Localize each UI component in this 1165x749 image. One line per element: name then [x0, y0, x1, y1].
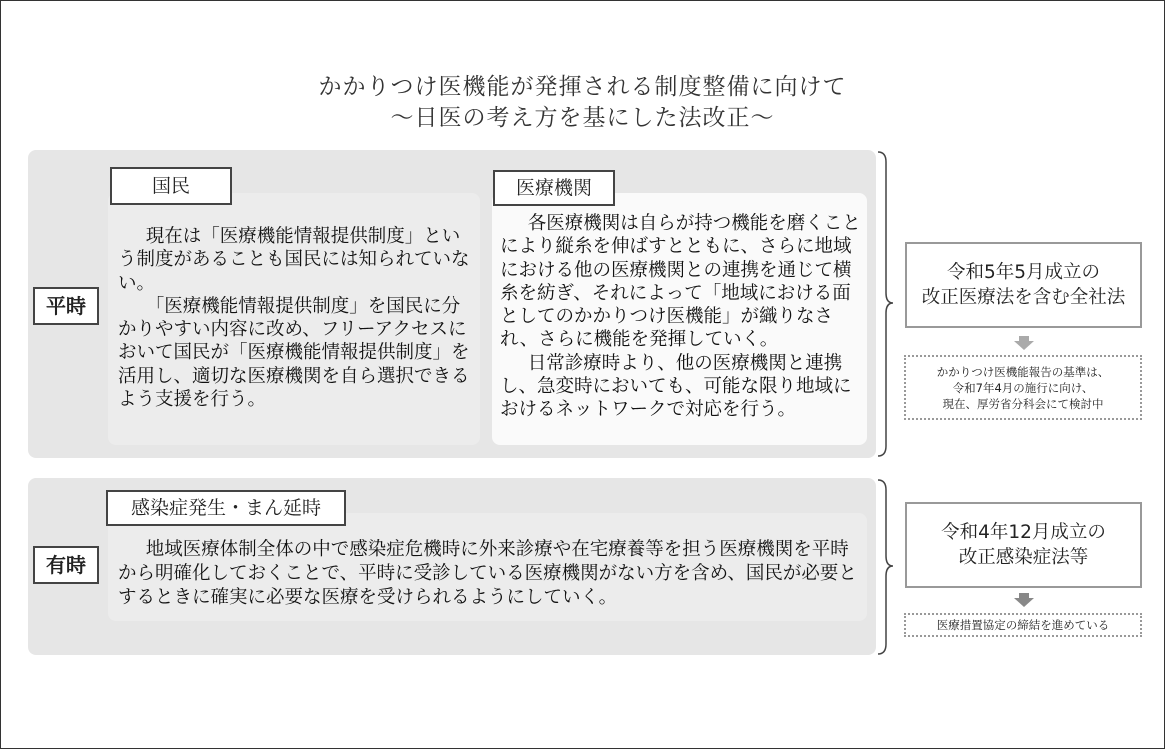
kokumin-paragraph-1: 現在は「医療機能情報提供制度」という制度があることも国民には知られていない。	[118, 226, 470, 294]
heiji-brace	[876, 150, 906, 460]
kokumin-tab: 国民	[110, 167, 232, 205]
yuji-tab: 感染症発生・まん延時	[106, 490, 346, 526]
kokumin-text	[118, 225, 470, 411]
yuji-brace	[876, 478, 906, 658]
yuji-down-arrow	[1014, 593, 1034, 607]
iryokikan-text	[500, 212, 862, 422]
heiji-label: 平時	[33, 287, 99, 325]
title-line2: ～日医の考え方を基にした法改正～	[390, 105, 775, 131]
heiji-result-box	[905, 242, 1142, 328]
yuji-label: 有時	[33, 546, 99, 584]
yuji-result-box	[905, 502, 1142, 588]
iryokikan-paragraph-2: 日常診療時より、他の医療機関と連携し、急変時においても、可能な限り地域におけるネットワークで対応を行う。	[500, 352, 852, 421]
kokumin-paragraph-2: 「医療機能情報提供制度」を国民に分かりやすい内容に改め、フリーアクセスにおいて国民が「医療機能情報提供制度」を活用し、適切な医療機関を自ら選択できるよう支援を行う。	[118, 295, 470, 411]
iryokikan-tab: 医療機関	[493, 170, 615, 206]
title-line1: かかりつけ医機能が発揮される制度整備に向けて	[318, 74, 847, 100]
yuji-result-line2: 改正感染症法等	[958, 547, 1089, 568]
heiji-result-line2: 改正医療法を含む全社法	[921, 287, 1126, 308]
heiji-note-box	[904, 355, 1142, 420]
yuji-paragraph: 地域医療体制全体の中で感染症危機時に外来診療や在宅療養等を担う医療機関を平時から明確化しておくことで、平時に受診している医療機関がない方を含め、国民が必要とするときに確実に必要な医療を受けられるようにしていく。	[118, 539, 857, 608]
yuji-result-line1: 令和4年12月成立の	[941, 522, 1106, 543]
heiji-result-line1: 令和5年5月成立の	[946, 262, 1101, 283]
yuji-note-box	[904, 613, 1142, 637]
yuji-note-text: 医療措置協定の締結を進めている	[936, 618, 1110, 632]
heiji-down-arrow	[1014, 336, 1034, 350]
heiji-note-line1: かかりつけ医機能報告の基準は、	[936, 365, 1110, 379]
heiji-note-line2: 令和7年4月の施行に向け、	[952, 381, 1094, 395]
iryokikan-paragraph-1: 各医療機関は自らが持つ機能を磨くことにより縦糸を伸ばすとともに、さらに地域における他の医療機関との連携を通じて横糸を紡ぎ、それによって「地域における面としてのかかりつけ医機能」が織りなされ、さらに機能を発揮していく。	[500, 213, 861, 351]
yuji-text	[118, 538, 860, 610]
heiji-note-line3: 現在、厚労省分科会にて検討中	[942, 397, 1104, 411]
